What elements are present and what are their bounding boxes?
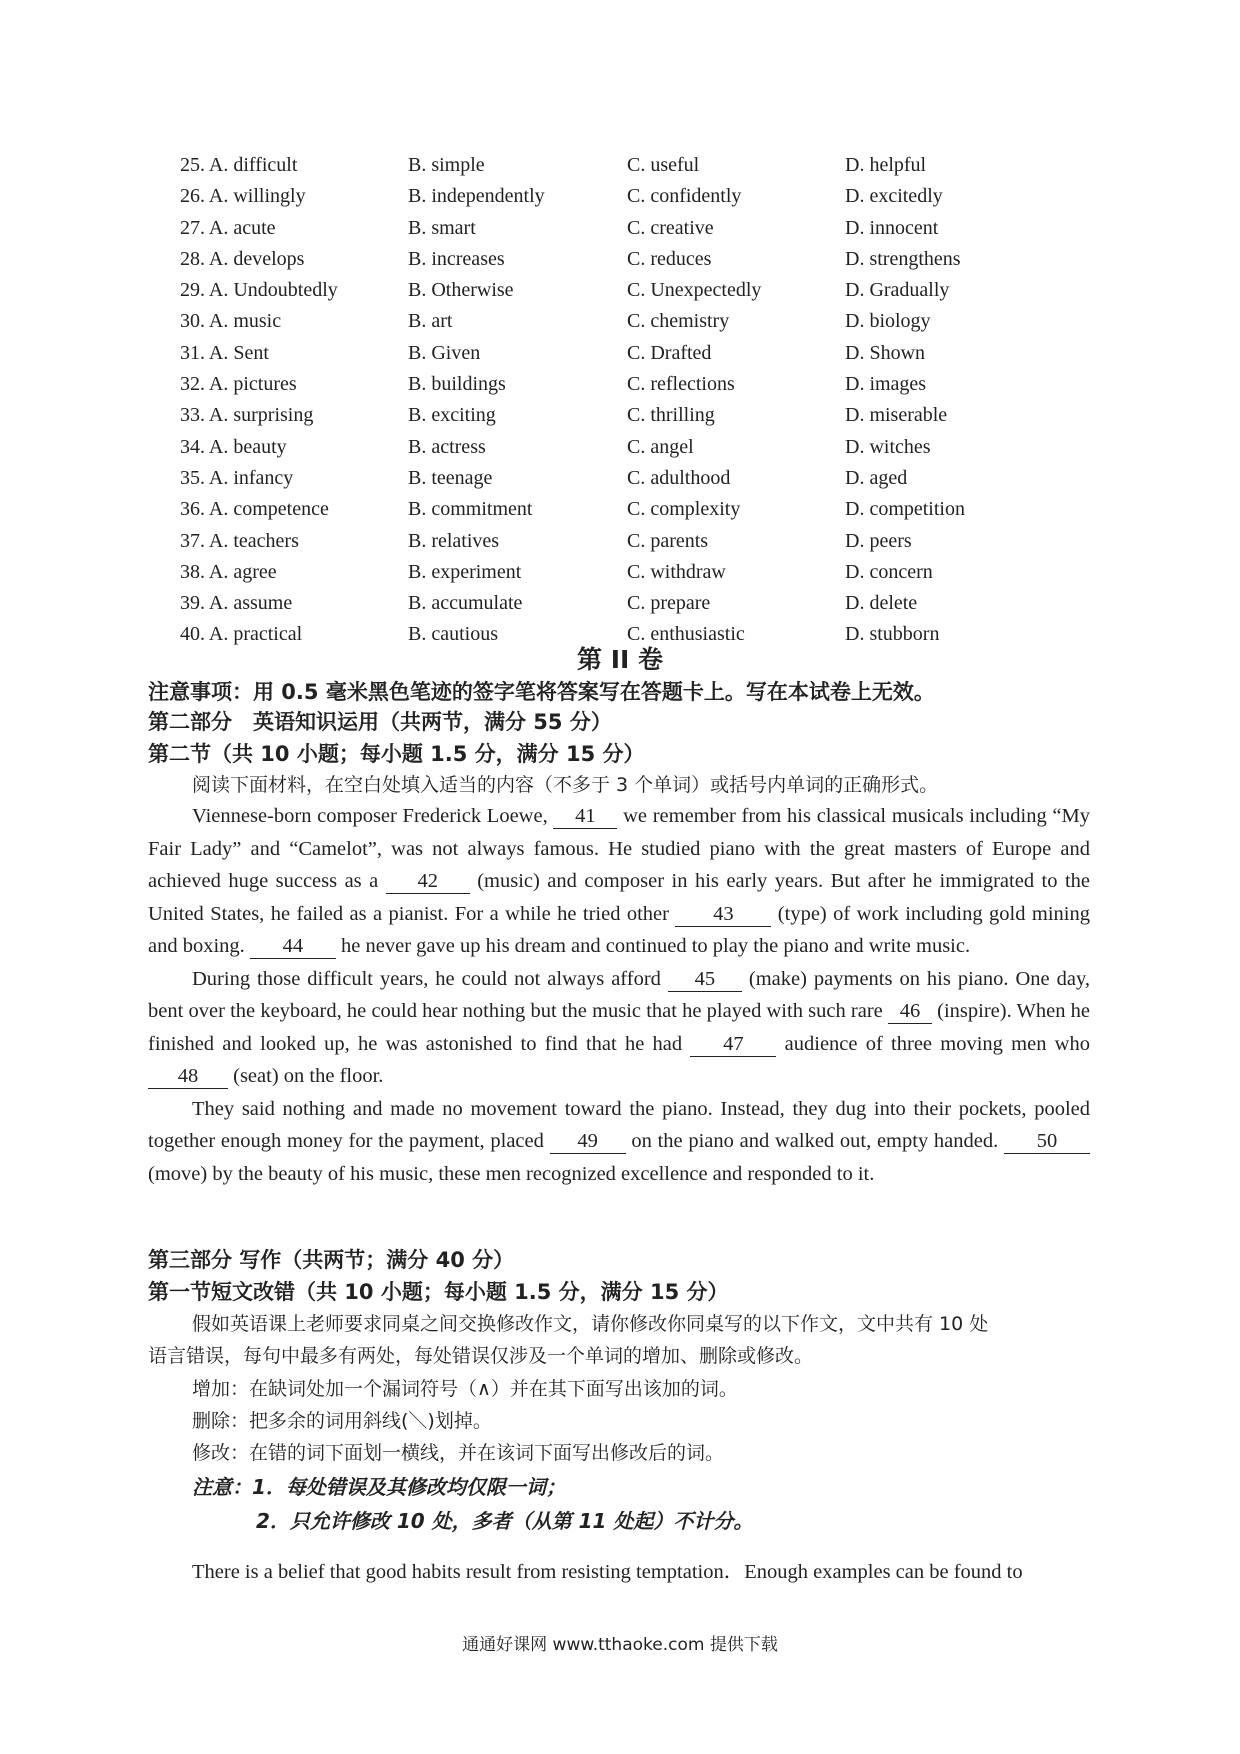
blank-48[interactable]: 48: [148, 1064, 228, 1089]
question-row: [180, 400, 1080, 431]
correction-instruction-line-2: 语言错误，每句中最多有两处，每处错误仅涉及一个单词的增加、删除或修改。: [148, 1345, 814, 1367]
answer-option[interactable]: B. Given: [408, 341, 481, 364]
answer-option[interactable]: C. parents: [627, 529, 709, 552]
answer-option[interactable]: C. adulthood: [627, 466, 731, 489]
question-row: [180, 338, 1080, 369]
answer-option[interactable]: D. witches: [845, 435, 931, 458]
answer-option[interactable]: B. increases: [408, 247, 505, 270]
answer-option[interactable]: 28. A. develops: [180, 247, 305, 270]
answer-option[interactable]: B. Otherwise: [408, 279, 514, 302]
blank-47[interactable]: 47: [690, 1032, 776, 1057]
essay-text: [148, 1556, 1090, 1589]
answer-option[interactable]: D. concern: [845, 560, 933, 583]
roll-2-title: 第 II 卷: [576, 645, 663, 674]
answer-option[interactable]: 27. A. acute: [180, 216, 276, 239]
answer-option[interactable]: C. creative: [627, 216, 714, 239]
question-row: [180, 150, 1080, 181]
essay-first-line: There is a belief that good habits result from resisting temptation．Enough examples can be found to: [192, 1561, 1023, 1583]
passage-paragraph-3: They said nothing and made no movement toward the piano. Instead, they dug into their pockets, pooled together enough money for the payment, placed 49 on the piano and walked out, empty handed. 50 (move) by the beauty of his music, these men recognized excellence and responded to it.: [148, 1097, 1090, 1185]
answer-option[interactable]: 38. A. agree: [180, 560, 277, 583]
blank-46[interactable]: 46: [888, 999, 932, 1024]
answer-option[interactable]: 32. A. pictures: [180, 373, 297, 396]
answer-option[interactable]: B. teenage: [408, 466, 493, 489]
answer-option[interactable]: D. miserable: [845, 404, 948, 427]
question-row: [180, 244, 1080, 275]
question-row: [180, 181, 1080, 212]
question-row: [180, 588, 1080, 619]
answer-option[interactable]: D. aged: [845, 466, 908, 489]
answer-option[interactable]: B. exciting: [408, 404, 496, 427]
answer-option[interactable]: 37. A. teachers: [180, 529, 299, 552]
blank-50[interactable]: 50: [1004, 1129, 1090, 1154]
answer-option[interactable]: 40. A. practical: [180, 623, 303, 646]
question-row: [180, 526, 1080, 557]
passage-paragraph-2: During those difficult years, he could not always afford 45 (make) payments on his piano. One day, bent over the keyboard, he could hear nothing but the music that he played with such rare 46 (inspire). When he finished and looked up, he was astonished to find that he had 47 audience of three moving men who 48 (seat) on the floor.: [148, 967, 1090, 1087]
blank-44[interactable]: 44: [250, 934, 336, 959]
answer-option[interactable]: C. confidently: [627, 185, 742, 208]
answer-option[interactable]: D. excitedly: [845, 185, 943, 208]
answer-option[interactable]: B. relatives: [408, 529, 500, 552]
answer-option[interactable]: C. withdraw: [627, 560, 726, 583]
answer-option[interactable]: 36. A. competence: [180, 498, 329, 521]
answer-option[interactable]: B. independently: [408, 185, 545, 208]
answer-option[interactable]: D. peers: [845, 529, 912, 552]
rule-add: 增加：在缺词处加一个漏词符号（∧）并在其下面写出该加的词。: [192, 1378, 738, 1400]
answer-option[interactable]: D. images: [845, 373, 927, 396]
answer-option[interactable]: B. smart: [408, 216, 476, 239]
answer-option[interactable]: 34. A. beauty: [180, 435, 287, 458]
answer-option[interactable]: 26. A. willingly: [180, 185, 306, 208]
answer-option[interactable]: C. useful: [627, 154, 700, 176]
passage-paragraph-1: Viennese-born composer Frederick Loewe, 41 we remember from his classical musicals including “My Fair Lady” and “Camelot”, was not always famous. He studied piano with the great masters of Europe and achieved huge success as a 42 (music) and composer in his early years. But after he immigrated to the United States, he failed as a pianist. For a while he tried other 43 (type) of work including gold mining and boxing. 44 he never gave up his dream and continued to play the piano and write music.: [148, 805, 1090, 957]
question-row: [180, 369, 1080, 400]
answer-option[interactable]: D. biology: [845, 310, 931, 333]
answer-option[interactable]: B. art: [408, 310, 453, 333]
multiple-choice-options: [180, 150, 1080, 651]
question-row: [180, 432, 1080, 463]
rule-modify: 修改：在错的词下面划一横线，并在该词下面写出修改后的词。: [192, 1442, 725, 1464]
rule-delete: 删除：把多余的词用斜线(＼)划掉。: [192, 1410, 492, 1432]
question-row: [180, 557, 1080, 588]
answer-option[interactable]: C. reduces: [627, 247, 712, 270]
answer-option[interactable]: D. competition: [845, 498, 965, 521]
section-2-title: 第二节（共 10 小题；每小题 1.5 分，满分 15 分）: [148, 742, 645, 766]
question-row: [180, 306, 1080, 337]
answer-option[interactable]: 33. A. surprising: [180, 404, 314, 427]
answer-option[interactable]: B. actress: [408, 435, 486, 458]
blank-49[interactable]: 49: [550, 1129, 626, 1154]
part-3-title: 第三部分 写作（共两节；满分 40 分）: [148, 1248, 515, 1272]
section-2-instruction: 阅读下面材料，在空白处填入适当的内容（不多于 3 个单词）或括号内单词的正确形式。: [192, 774, 939, 796]
answer-option[interactable]: C. chemistry: [627, 310, 730, 333]
answer-option[interactable]: 30. A. music: [180, 310, 282, 333]
answer-option[interactable]: B. cautious: [408, 623, 498, 646]
question-row: [180, 463, 1080, 494]
footer-download-note: 通通好课网 www.tthaoke.com 提供下载: [462, 1635, 778, 1655]
answer-option[interactable]: B. accumulate: [408, 592, 523, 615]
answer-option[interactable]: B. experiment: [408, 560, 522, 583]
note-line-2: 2．只允许修改 10 处，多者（从第 11 处起）不计分。: [256, 1509, 754, 1533]
answer-option[interactable]: D. strengthens: [845, 247, 961, 270]
question-row: [180, 494, 1080, 525]
question-row: [180, 275, 1080, 306]
answer-option[interactable]: 29. A. Undoubtedly: [180, 279, 338, 302]
answer-option[interactable]: D. innocent: [845, 216, 939, 239]
answer-option[interactable]: D. stubborn: [845, 623, 940, 646]
question-row: [180, 213, 1080, 244]
answer-option[interactable]: C. thrilling: [627, 404, 715, 427]
answer-option[interactable]: C. Unexpectedly: [627, 279, 762, 302]
answer-option[interactable]: 31. A. Sent: [180, 341, 269, 364]
answer-option[interactable]: B. buildings: [408, 373, 506, 396]
blank-45[interactable]: 45: [668, 967, 742, 992]
note-line-1: 注意：1．每处错误及其修改均仅限一词；: [192, 1475, 566, 1499]
answer-option[interactable]: C. reflections: [627, 373, 735, 396]
blank-43[interactable]: 43: [675, 902, 771, 927]
answer-option[interactable]: 39. A. assume: [180, 592, 293, 615]
answer-option[interactable]: C. enthusiastic: [627, 623, 745, 646]
answer-option[interactable]: D. Gradually: [845, 279, 950, 302]
answer-option[interactable]: D. Shown: [845, 341, 926, 364]
answer-option[interactable]: D. delete: [845, 592, 918, 615]
answer-option[interactable]: B. simple: [408, 154, 485, 176]
answer-option[interactable]: B. commitment: [408, 498, 533, 521]
answer-option[interactable]: C. complexity: [627, 498, 741, 521]
blank-41[interactable]: 41: [553, 804, 617, 829]
answer-option[interactable]: C. Drafted: [627, 341, 712, 364]
answer-option[interactable]: C. prepare: [627, 592, 711, 615]
correction-instruction-line-1: 假如英语课上老师要求同桌之间交换修改作文，请你修改你同桌写的以下作文，文中共有 10 处: [192, 1313, 989, 1335]
answer-option[interactable]: C. angel: [627, 435, 694, 458]
answer-option[interactable]: 25. A. difficult: [180, 154, 298, 176]
notice: 注意事项：用 0.5 毫米黑色笔迹的签字笔将答案写在答题卡上。写在本试卷上无效。: [148, 680, 935, 704]
answer-option[interactable]: 35. A. infancy: [180, 466, 294, 489]
part-2-title: 第二部分 英语知识运用（共两节，满分 55 分）: [148, 710, 612, 734]
cloze-passage: [148, 800, 1090, 1190]
blank-42[interactable]: 42: [386, 869, 470, 894]
section-1-title: 第一节短文改错（共 10 小题；每小题 1.5 分，满分 15 分）: [148, 1280, 729, 1304]
answer-option[interactable]: D. helpful: [845, 154, 927, 176]
